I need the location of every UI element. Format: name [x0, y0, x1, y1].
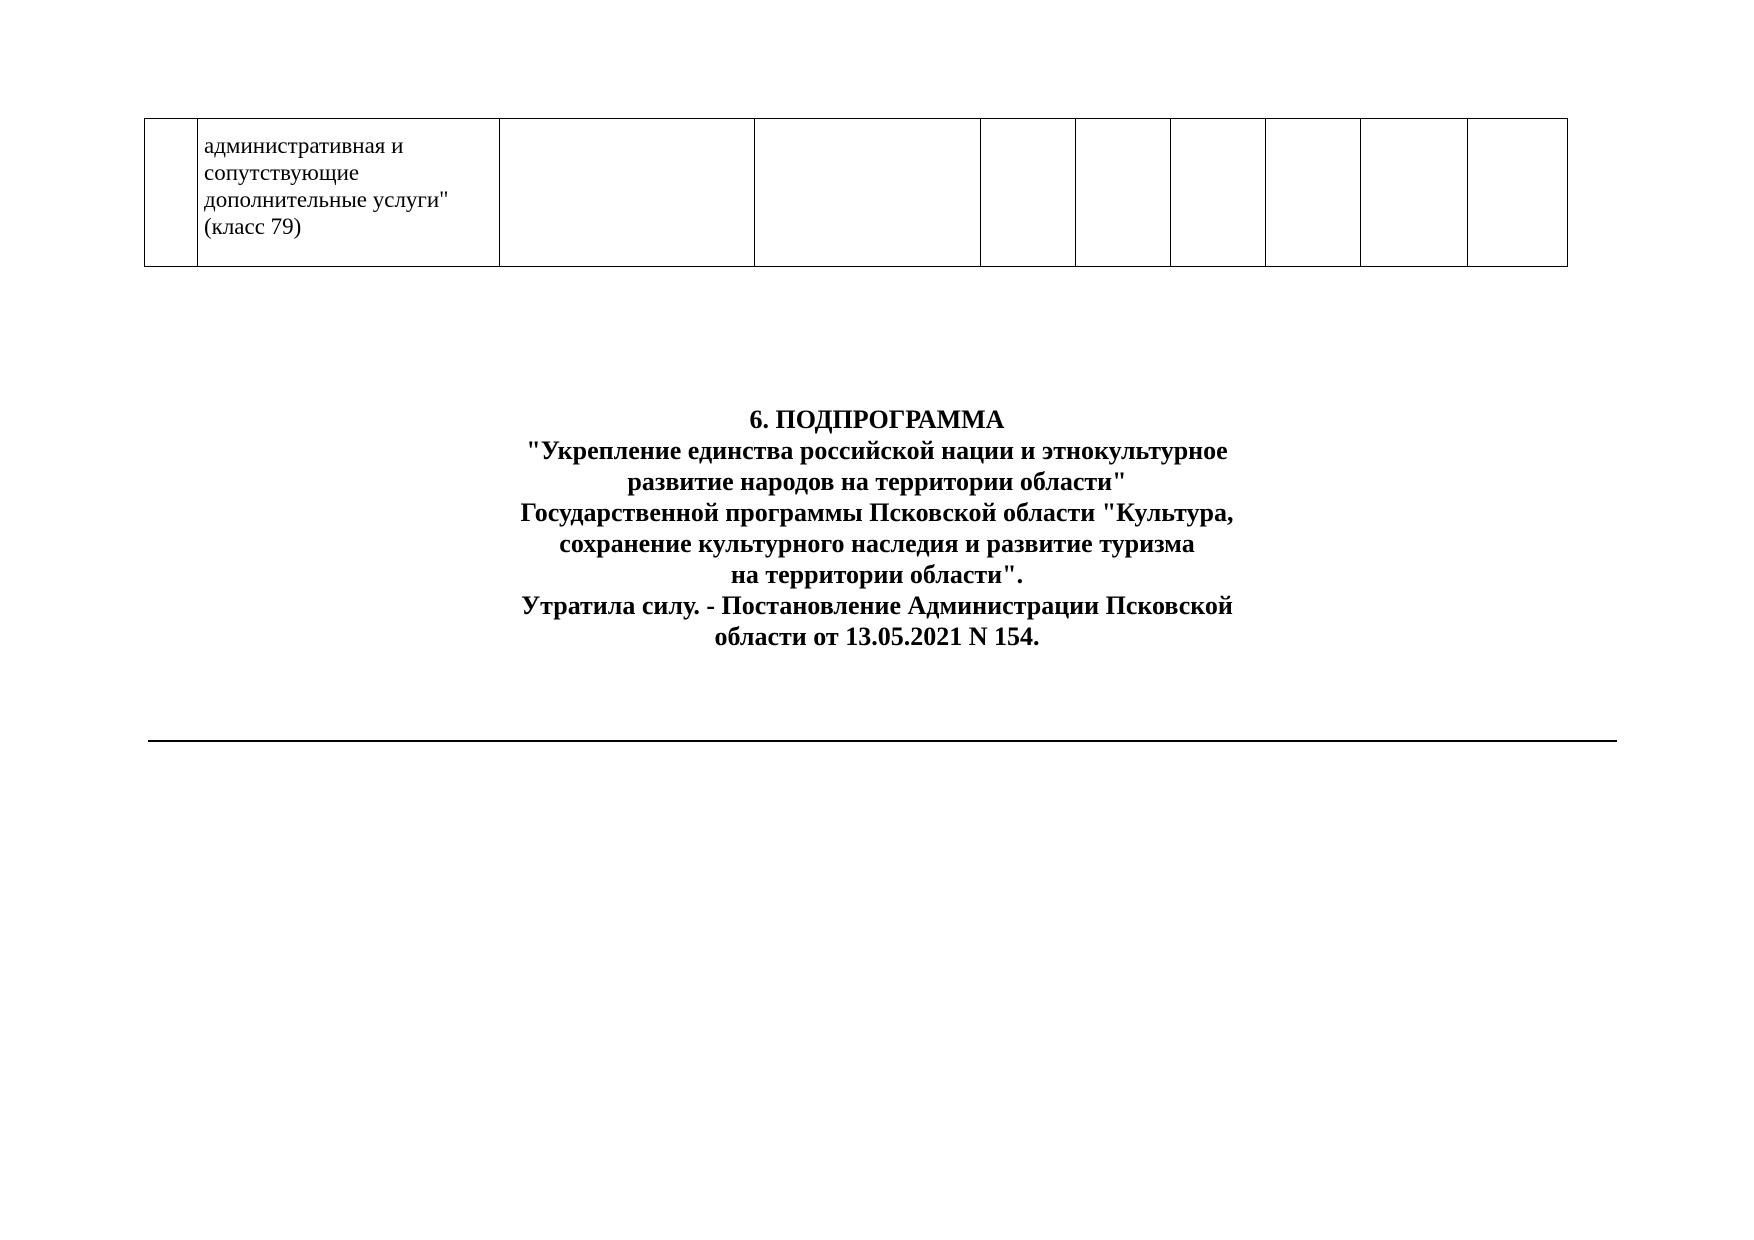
- table-cell: [1468, 119, 1568, 267]
- table-cell-description: административная и сопутствующие дополнительные услуги" (класс 79): [198, 119, 500, 267]
- heading-line: Государственной программы Псковской области "Культура,: [520, 498, 1234, 527]
- heading-line: сохранение культурного наследия и развитие туризма: [559, 529, 1195, 558]
- table-cell: [981, 119, 1076, 267]
- table-cell: [1171, 119, 1266, 267]
- heading-line: на территории области".: [730, 560, 1024, 589]
- heading-line: Утратила силу. - Постановление Администрации Псковской: [521, 591, 1233, 620]
- table-row: [145, 119, 1568, 267]
- heading-line: области от 13.05.2021 N 154.: [714, 622, 1040, 651]
- table-cell: [755, 119, 981, 267]
- subprogram-heading: [300, 404, 1454, 652]
- table-cell: [500, 119, 755, 267]
- table-cell: [1361, 119, 1468, 267]
- continuation-table: [144, 118, 1568, 267]
- heading-line: "Укрепление единства российской нации и этнокультурное: [526, 436, 1228, 465]
- table-cell-number: [145, 119, 198, 267]
- table-cell: [1266, 119, 1361, 267]
- heading-line: развитие народов на территории области": [627, 467, 1127, 496]
- table-cell: [1076, 119, 1171, 267]
- heading-line: 6. ПОДПРОГРАММА: [749, 405, 1005, 434]
- horizontal-rule: [148, 740, 1617, 742]
